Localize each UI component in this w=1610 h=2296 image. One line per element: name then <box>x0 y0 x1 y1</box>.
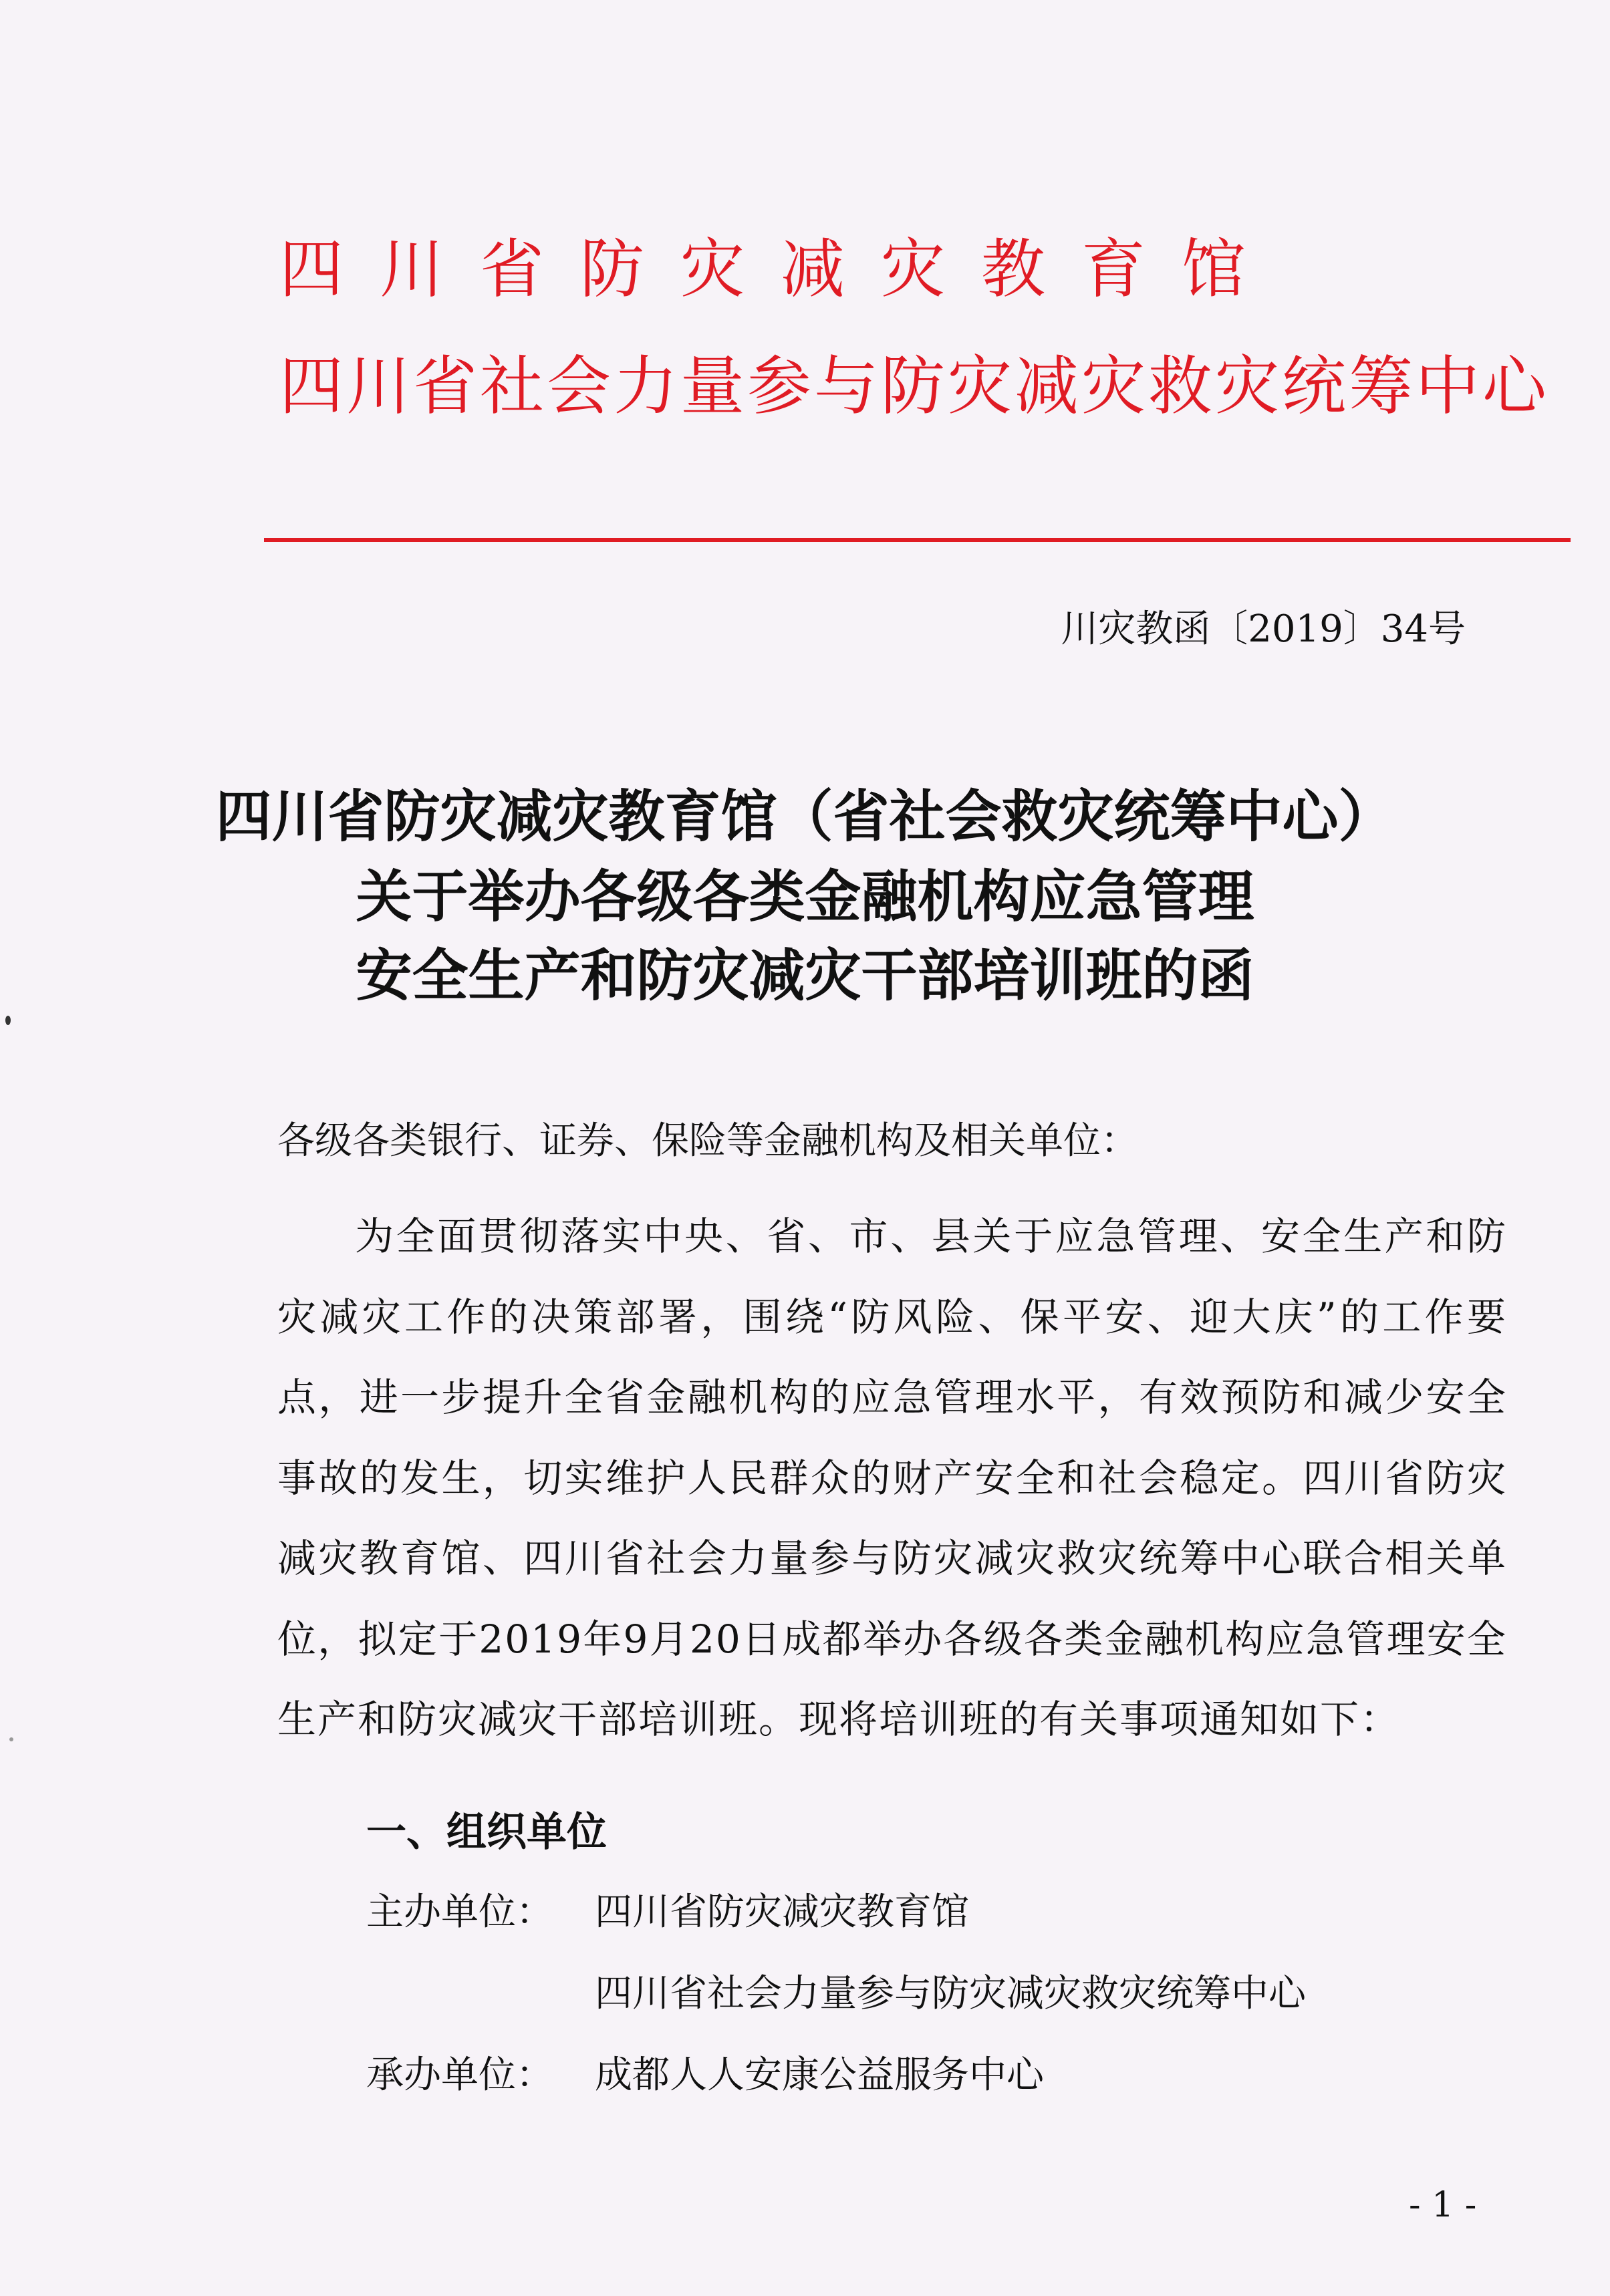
section-heading-organizers: 一、组织单位 <box>366 1809 607 1856</box>
page-number: - 1 - <box>1409 2185 1477 2225</box>
host-value-2: 四川省社会力量参与防灾减灾救灾统筹中心 <box>595 1972 1306 2015</box>
issuer-name-line-2: 四川省社会力量参与防灾减灾救灾统筹中心 <box>279 349 1549 424</box>
document-title-line-2: 关于举办各级各类金融机构应急管理 <box>356 864 1254 929</box>
scan-mark <box>9 1737 13 1741</box>
red-header-rule <box>264 538 1571 542</box>
document-title-line-1: 四川省防灾减灾教育馆（省社会救灾统筹中心） <box>215 784 1395 849</box>
salutation: 各级各类银行、证券、保险等金融机构及相关单位： <box>277 1119 1138 1163</box>
organizer-label: 承办单位： <box>366 2053 553 2097</box>
document-number: 川灾教函〔2019〕34号 <box>1061 607 1466 651</box>
organizer-value: 成都人人安康公益服务中心 <box>595 2053 1044 2097</box>
issuer-name-line-1: 四川省防灾减灾教育馆 <box>279 232 1282 307</box>
document-title-line-3: 安全生产和防灾减灾干部培训班的函 <box>356 943 1254 1008</box>
host-value-1: 四川省防灾减灾教育馆 <box>595 1890 969 1934</box>
body-paragraph: 为全面贯彻落实中央、省、市、县关于应急管理、安全生产和防灾减灾工作的决策部署，围绕“防风险、保平安、迎大庆”的工作要点，进一步提升全省金融机构的应急管理水平，有效预防和减少安全事故的发生，切实维护人民群众的财产安全和社会稳定。四川省防灾减灾教育馆、四川省社会力量参与防灾减灾救灾统筹中心联合相关单位，拟定于2019年9月20日成都举办各级各类金融机构应急管理安全生产和防灾减灾干部培训班。现将培训班的有关事项通知如下： <box>277 1213 1507 1742</box>
host-label: 主办单位： <box>366 1890 553 1934</box>
scan-mark <box>5 1016 11 1025</box>
